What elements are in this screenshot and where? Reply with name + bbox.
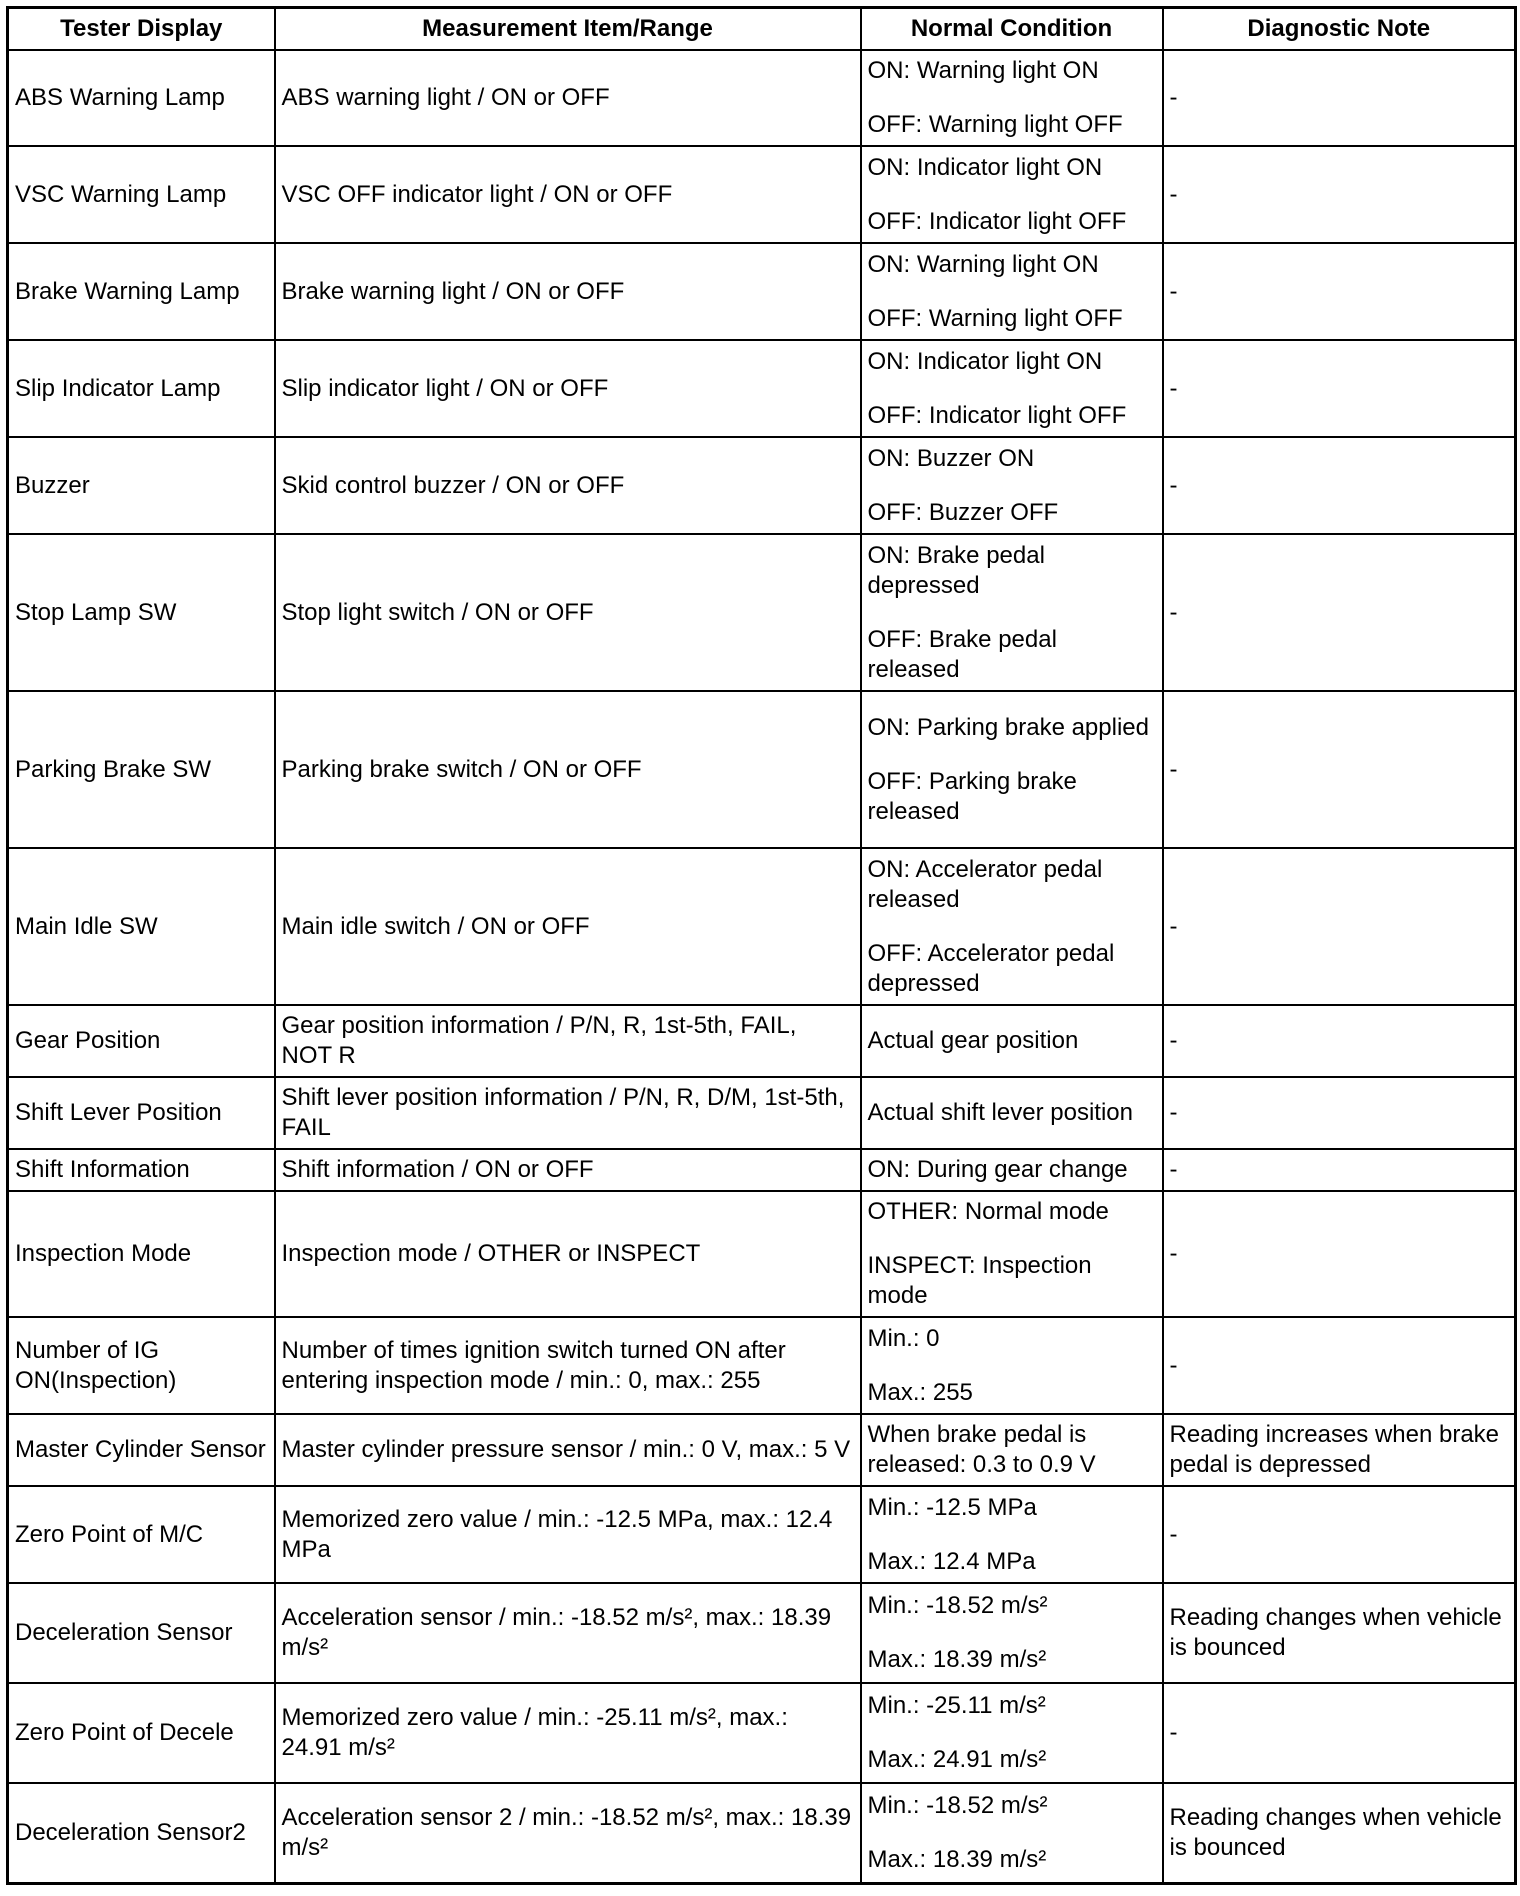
table-row bbox=[8, 1783, 1516, 1883]
table-header-row bbox=[8, 8, 1516, 51]
header-tester-display: Tester Display bbox=[8, 8, 275, 51]
table-row bbox=[8, 146, 1516, 243]
cell-normal-condition bbox=[861, 1414, 1163, 1486]
condition-line: OTHER: Normal mode bbox=[867, 1198, 1109, 1225]
cell-normal-condition bbox=[861, 1191, 1163, 1317]
condition-line: Max.: 18.39 m/s² bbox=[867, 1646, 1047, 1673]
cell-measurement-item: Shift lever position information / P/N, R, D/M, 1st-5th, FAIL bbox=[275, 1077, 861, 1149]
cell-measurement-item: Acceleration sensor 2 / min.: -18.52 m/s², max.: 18.39 m/s² bbox=[275, 1783, 861, 1883]
cell-measurement-item: Number of times ignition switch turned ON after entering inspection mode / min.: 0, max.: 255 bbox=[275, 1317, 861, 1414]
cell-tester-display: Stop Lamp SW bbox=[8, 534, 275, 691]
condition-line: OFF: Warning light OFF bbox=[867, 304, 1123, 332]
table-row bbox=[8, 1486, 1516, 1583]
cell-normal-condition bbox=[861, 437, 1163, 534]
cell-normal-condition bbox=[861, 1077, 1163, 1149]
cell-normal-condition bbox=[861, 1149, 1163, 1191]
cell-measurement-item: Memorized zero value / min.: -12.5 MPa, max.: 12.4 MPa bbox=[275, 1486, 861, 1583]
header-diagnostic-note: Diagnostic Note bbox=[1163, 8, 1516, 51]
condition-line: ON: Warning light ON bbox=[867, 250, 1099, 278]
cell-diagnostic-note: Reading changes when vehicle is bounced bbox=[1163, 1783, 1516, 1883]
cell-measurement-item: Gear position information / P/N, R, 1st-5th, FAIL, NOT R bbox=[275, 1005, 861, 1077]
cell-diagnostic-note: - bbox=[1163, 534, 1516, 691]
cell-measurement-item: Inspection mode / OTHER or INSPECT bbox=[275, 1191, 861, 1317]
table-row bbox=[8, 243, 1516, 340]
condition-line: ON: Warning light ON bbox=[867, 57, 1099, 84]
condition-line: Min.: -12.5 MPa bbox=[867, 1493, 1037, 1521]
condition-line: ON: Brake pedal depressed bbox=[867, 541, 1045, 599]
table-row bbox=[8, 1583, 1516, 1683]
condition-lines bbox=[868, 1691, 1156, 1775]
cell-diagnostic-note: - bbox=[1163, 50, 1516, 146]
cell-normal-condition bbox=[861, 340, 1163, 437]
table-row bbox=[8, 340, 1516, 437]
condition-line: ON: During gear change bbox=[867, 1156, 1128, 1183]
cell-diagnostic-note: - bbox=[1163, 1077, 1516, 1149]
table-row bbox=[8, 1317, 1516, 1414]
cell-normal-condition bbox=[861, 50, 1163, 146]
cell-diagnostic-note: - bbox=[1163, 1317, 1516, 1414]
cell-tester-display: Shift Information bbox=[8, 1149, 275, 1191]
table-row bbox=[8, 848, 1516, 1005]
cell-measurement-item: Stop light switch / ON or OFF bbox=[275, 534, 861, 691]
condition-lines bbox=[868, 56, 1156, 140]
condition-line: Max.: 255 bbox=[867, 1378, 973, 1406]
cell-measurement-item: ABS warning light / ON or OFF bbox=[275, 50, 861, 146]
table-body bbox=[8, 50, 1516, 1883]
condition-lines bbox=[868, 1493, 1156, 1577]
condition-line: Max.: 18.39 m/s² bbox=[867, 1845, 1047, 1873]
table-row bbox=[8, 50, 1516, 146]
condition-line: ON: Indicator light ON bbox=[867, 153, 1103, 181]
table-row bbox=[8, 1683, 1516, 1783]
condition-lines bbox=[868, 713, 1156, 827]
table-row bbox=[8, 691, 1516, 848]
condition-lines bbox=[868, 855, 1156, 999]
cell-measurement-item: Main idle switch / ON or OFF bbox=[275, 848, 861, 1005]
cell-diagnostic-note: - bbox=[1163, 243, 1516, 340]
cell-measurement-item: Brake warning light / ON or OFF bbox=[275, 243, 861, 340]
cell-diagnostic-note: Reading increases when brake pedal is depressed bbox=[1163, 1414, 1516, 1486]
condition-line: Max.: 12.4 MPa bbox=[867, 1547, 1036, 1575]
condition-line: Actual shift lever position bbox=[867, 1099, 1133, 1126]
cell-normal-condition bbox=[861, 1683, 1163, 1783]
header-measurement-item: Measurement Item/Range bbox=[275, 8, 861, 51]
cell-tester-display: Inspection Mode bbox=[8, 1191, 275, 1317]
data-list-table-container bbox=[6, 6, 1514, 1885]
condition-line: Max.: 24.91 m/s² bbox=[867, 1746, 1047, 1773]
cell-measurement-item: Shift information / ON or OFF bbox=[275, 1149, 861, 1191]
cell-normal-condition bbox=[861, 534, 1163, 691]
condition-line: OFF: Indicator light OFF bbox=[867, 401, 1127, 429]
condition-line: ON: Accelerator pedal released bbox=[867, 855, 1103, 913]
table-row bbox=[8, 1005, 1516, 1077]
condition-line: Min.: 0 bbox=[867, 1324, 940, 1352]
cell-diagnostic-note: - bbox=[1163, 340, 1516, 437]
cell-normal-condition bbox=[861, 691, 1163, 848]
cell-diagnostic-note: Reading changes when vehicle is bounced bbox=[1163, 1583, 1516, 1683]
cell-tester-display: VSC Warning Lamp bbox=[8, 146, 275, 243]
cell-tester-display: Gear Position bbox=[8, 1005, 275, 1077]
cell-diagnostic-note: - bbox=[1163, 1683, 1516, 1783]
cell-measurement-item: Memorized zero value / min.: -25.11 m/s², max.: 24.91 m/s² bbox=[275, 1683, 861, 1783]
cell-normal-condition bbox=[861, 1486, 1163, 1583]
data-list-table bbox=[6, 6, 1517, 1885]
cell-measurement-item: Slip indicator light / ON or OFF bbox=[275, 340, 861, 437]
condition-line: Min.: -18.52 m/s² bbox=[867, 1791, 1048, 1819]
cell-diagnostic-note: - bbox=[1163, 1486, 1516, 1583]
cell-tester-display: Brake Warning Lamp bbox=[8, 243, 275, 340]
condition-line: ON: Buzzer ON bbox=[867, 444, 1035, 472]
cell-measurement-item: VSC OFF indicator light / ON or OFF bbox=[275, 146, 861, 243]
cell-normal-condition bbox=[861, 848, 1163, 1005]
cell-diagnostic-note: - bbox=[1163, 848, 1516, 1005]
cell-normal-condition bbox=[861, 1583, 1163, 1683]
cell-diagnostic-note: - bbox=[1163, 146, 1516, 243]
condition-lines bbox=[868, 541, 1156, 685]
cell-tester-display: Buzzer bbox=[8, 437, 275, 534]
table-row bbox=[8, 1414, 1516, 1486]
condition-line: Actual gear position bbox=[867, 1027, 1079, 1054]
condition-lines bbox=[868, 1197, 1156, 1311]
table-row bbox=[8, 534, 1516, 691]
cell-diagnostic-note: - bbox=[1163, 691, 1516, 848]
cell-measurement-item: Acceleration sensor / min.: -18.52 m/s², max.: 18.39 m/s² bbox=[275, 1583, 861, 1683]
condition-line: Min.: -18.52 m/s² bbox=[867, 1592, 1048, 1619]
cell-tester-display: Zero Point of M/C bbox=[8, 1486, 275, 1583]
condition-line: OFF: Brake pedal released bbox=[867, 625, 1057, 683]
condition-lines bbox=[868, 1791, 1156, 1875]
condition-lines bbox=[868, 444, 1156, 528]
table-row bbox=[8, 1149, 1516, 1191]
cell-normal-condition bbox=[861, 1783, 1163, 1883]
condition-lines bbox=[868, 153, 1156, 237]
cell-tester-display: Deceleration Sensor bbox=[8, 1583, 275, 1683]
cell-normal-condition bbox=[861, 146, 1163, 243]
condition-line: ON: Indicator light ON bbox=[867, 347, 1103, 375]
cell-normal-condition bbox=[861, 243, 1163, 340]
cell-measurement-item: Parking brake switch / ON or OFF bbox=[275, 691, 861, 848]
table-row bbox=[8, 437, 1516, 534]
condition-line: OFF: Accelerator pedal depressed bbox=[867, 939, 1115, 997]
cell-tester-display: Zero Point of Decele bbox=[8, 1683, 275, 1783]
condition-line: OFF: Warning light OFF bbox=[867, 111, 1123, 138]
cell-measurement-item: Master cylinder pressure sensor / min.: 0 V, max.: 5 V bbox=[275, 1414, 861, 1486]
condition-lines bbox=[868, 250, 1156, 334]
condition-line: ON: Parking brake applied bbox=[867, 713, 1149, 741]
table-row bbox=[8, 1191, 1516, 1317]
condition-line: Min.: -25.11 m/s² bbox=[867, 1692, 1046, 1719]
cell-tester-display: Parking Brake SW bbox=[8, 691, 275, 848]
table-row bbox=[8, 1077, 1516, 1149]
cell-tester-display: ABS Warning Lamp bbox=[8, 50, 275, 146]
cell-tester-display: Shift Lever Position bbox=[8, 1077, 275, 1149]
condition-line: OFF: Buzzer OFF bbox=[867, 498, 1059, 526]
condition-line: When brake pedal is released: 0.3 to 0.9 V bbox=[867, 1421, 1096, 1478]
condition-line: OFF: Indicator light OFF bbox=[867, 207, 1127, 235]
condition-line: INSPECT: Inspection mode bbox=[867, 1252, 1092, 1309]
condition-line: OFF: Parking brake released bbox=[867, 767, 1077, 825]
cell-diagnostic-note: - bbox=[1163, 1191, 1516, 1317]
condition-lines bbox=[868, 347, 1156, 431]
cell-tester-display: Master Cylinder Sensor bbox=[8, 1414, 275, 1486]
cell-measurement-item: Skid control buzzer / ON or OFF bbox=[275, 437, 861, 534]
cell-tester-display: Number of IG ON(Inspection) bbox=[8, 1317, 275, 1414]
cell-tester-display: Slip Indicator Lamp bbox=[8, 340, 275, 437]
cell-tester-display: Main Idle SW bbox=[8, 848, 275, 1005]
condition-lines bbox=[868, 1324, 1156, 1408]
cell-normal-condition bbox=[861, 1317, 1163, 1414]
cell-normal-condition bbox=[861, 1005, 1163, 1077]
condition-lines bbox=[868, 1591, 1156, 1675]
header-normal-condition: Normal Condition bbox=[861, 8, 1163, 51]
cell-diagnostic-note: - bbox=[1163, 437, 1516, 534]
cell-tester-display: Deceleration Sensor2 bbox=[8, 1783, 275, 1883]
cell-diagnostic-note: - bbox=[1163, 1149, 1516, 1191]
cell-diagnostic-note: - bbox=[1163, 1005, 1516, 1077]
